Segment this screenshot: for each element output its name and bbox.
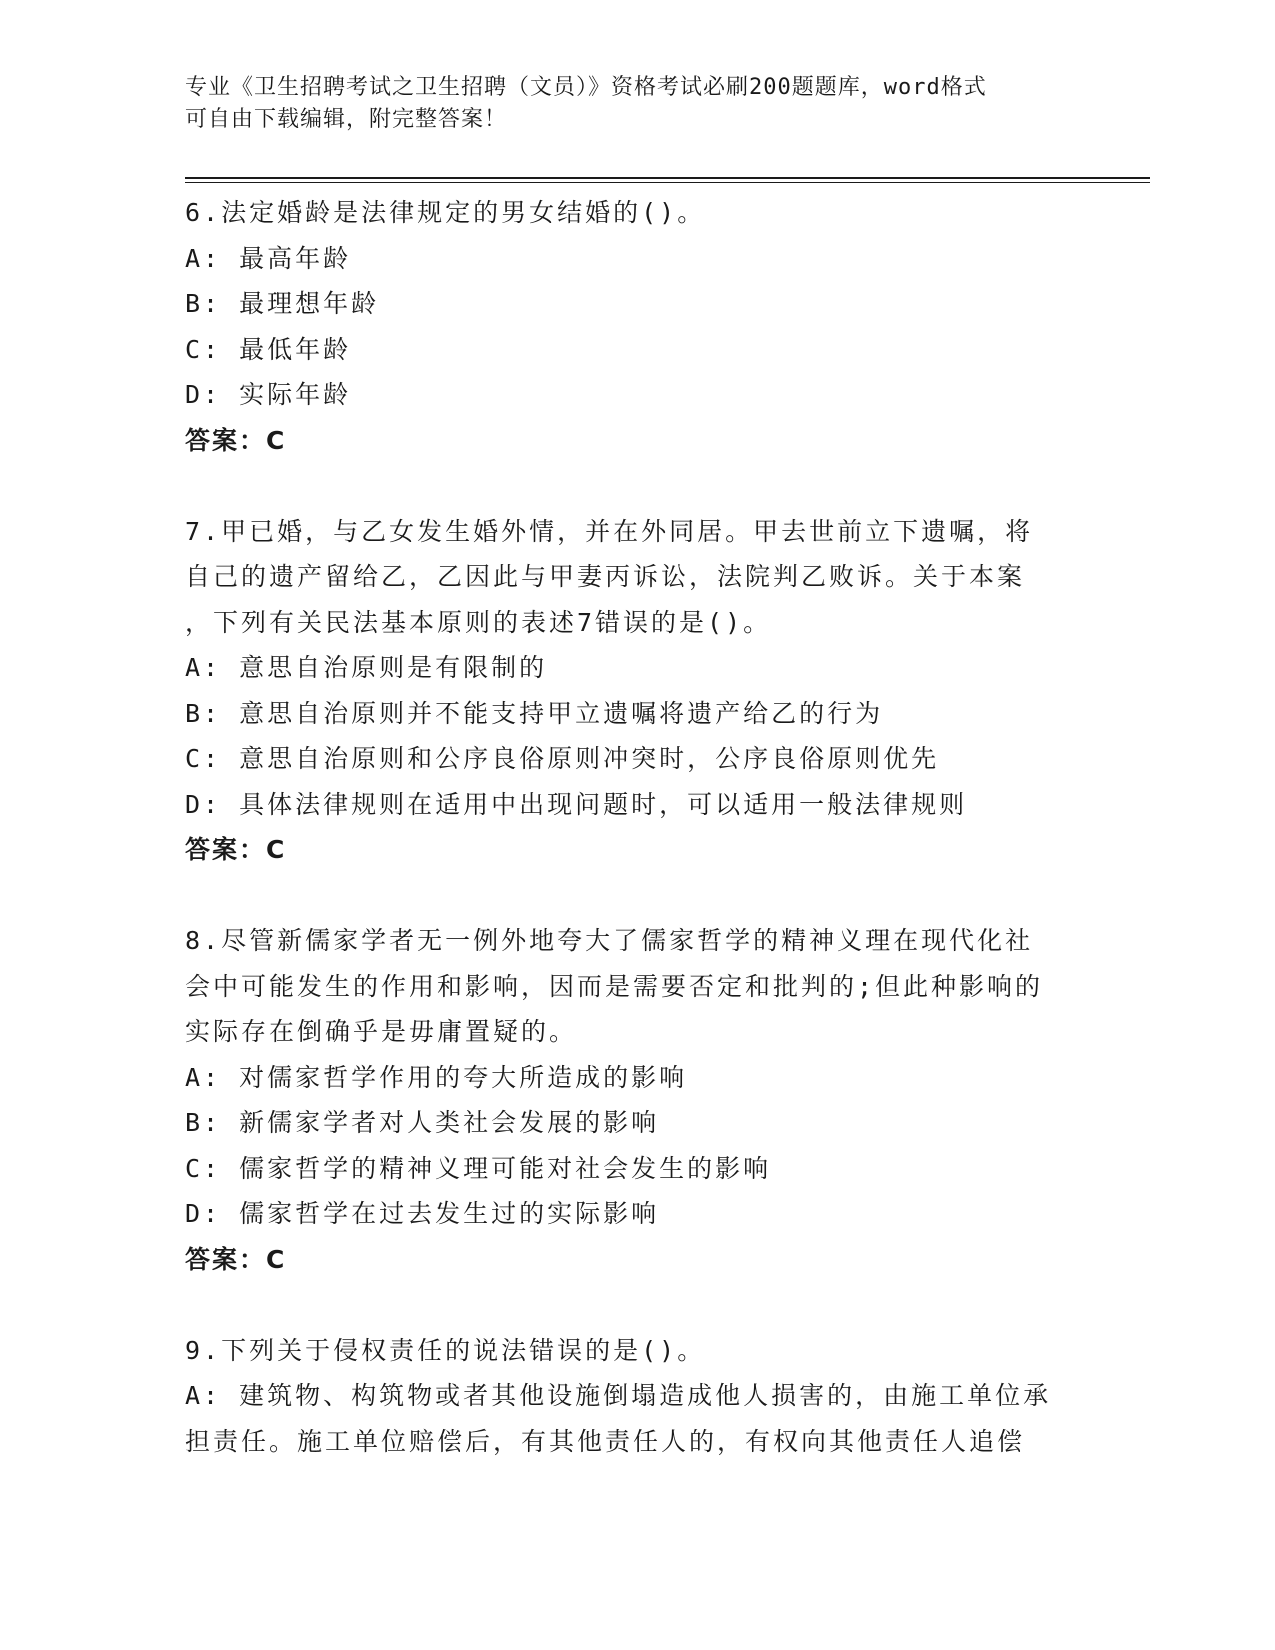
header-line: 可自由下载编辑，附完整答案！ [185, 107, 508, 132]
document-header [185, 72, 1065, 136]
option-b: B: 最理想年龄 [185, 289, 380, 318]
question-stem: 7.甲已婚，与乙女发生婚外情，并在外同居。甲去世前立下遗嘱，将 [185, 516, 1034, 546]
option-a: A: 建筑物、构筑物或者其他设施倒塌造成他人损害的，由施工单位承 [185, 1381, 1052, 1410]
answer-label: 答案：C [185, 835, 287, 864]
option-d: D: 实际年龄 [185, 380, 352, 409]
question-6 [185, 190, 1085, 463]
option-d: D: 儒家哲学在过去发生过的实际影响 [185, 1199, 660, 1228]
question-stem: 实际存在倒确乎是毋庸置疑的。 [185, 1017, 578, 1046]
option-c: C: 意思自治原则和公序良俗原则冲突时，公序良俗原则优先 [185, 744, 940, 773]
option-b: B: 意思自治原则并不能支持甲立遗嘱将遗产给乙的行为 [185, 698, 884, 728]
header-line: 专业《卫生招聘考试之卫生招聘（文员）》资格考试必刷200题题库，word格式 [185, 75, 987, 100]
question-stem: 9.下列关于侵权责任的说法错误的是()。 [185, 1335, 706, 1365]
question-list [185, 190, 1085, 1510]
question-7 [185, 509, 1085, 873]
question-stem: 自己的遗产留给乙，乙因此与甲妻丙诉讼，法院判乙败诉。关于本案 [185, 562, 1026, 591]
option-c: C: 儒家哲学的精神义理可能对社会发生的影响 [185, 1153, 772, 1183]
question-9 [185, 1328, 1085, 1465]
answer-label: 答案：C [185, 1244, 287, 1274]
question-stem: 6.法定婚龄是法律规定的男女结婚的()。 [185, 198, 706, 227]
question-stem: 会中可能发生的作用和影响，因而是需要否定和批判的;但此种影响的 [185, 971, 1044, 1001]
header-divider-thin [185, 182, 1150, 183]
option-a-continued: 担责任。施工单位赔偿后，有其他责任人的，有权向其他责任人追偿 [185, 1426, 1026, 1456]
question-stem: 8.尽管新儒家学者无一例外地夸大了儒家哲学的精神义理在现代化社 [185, 926, 1034, 955]
option-a: A: 对儒家哲学作用的夸大所造成的影响 [185, 1062, 688, 1092]
option-b: B: 新儒家学者对人类社会发展的影响 [185, 1108, 660, 1137]
question-8 [185, 918, 1085, 1282]
option-c: C: 最低年龄 [185, 334, 352, 364]
question-stem: ，下列有关民法基本原则的表述7错误的是()。 [185, 607, 772, 637]
header-divider [185, 177, 1150, 179]
option-d: D: 具体法律规则在适用中出现问题时，可以适用一般法律规则 [185, 789, 968, 819]
option-a: A: 最高年龄 [185, 243, 352, 273]
answer-label: 答案：C [185, 425, 287, 455]
option-a: A: 意思自治原则是有限制的 [185, 653, 548, 682]
